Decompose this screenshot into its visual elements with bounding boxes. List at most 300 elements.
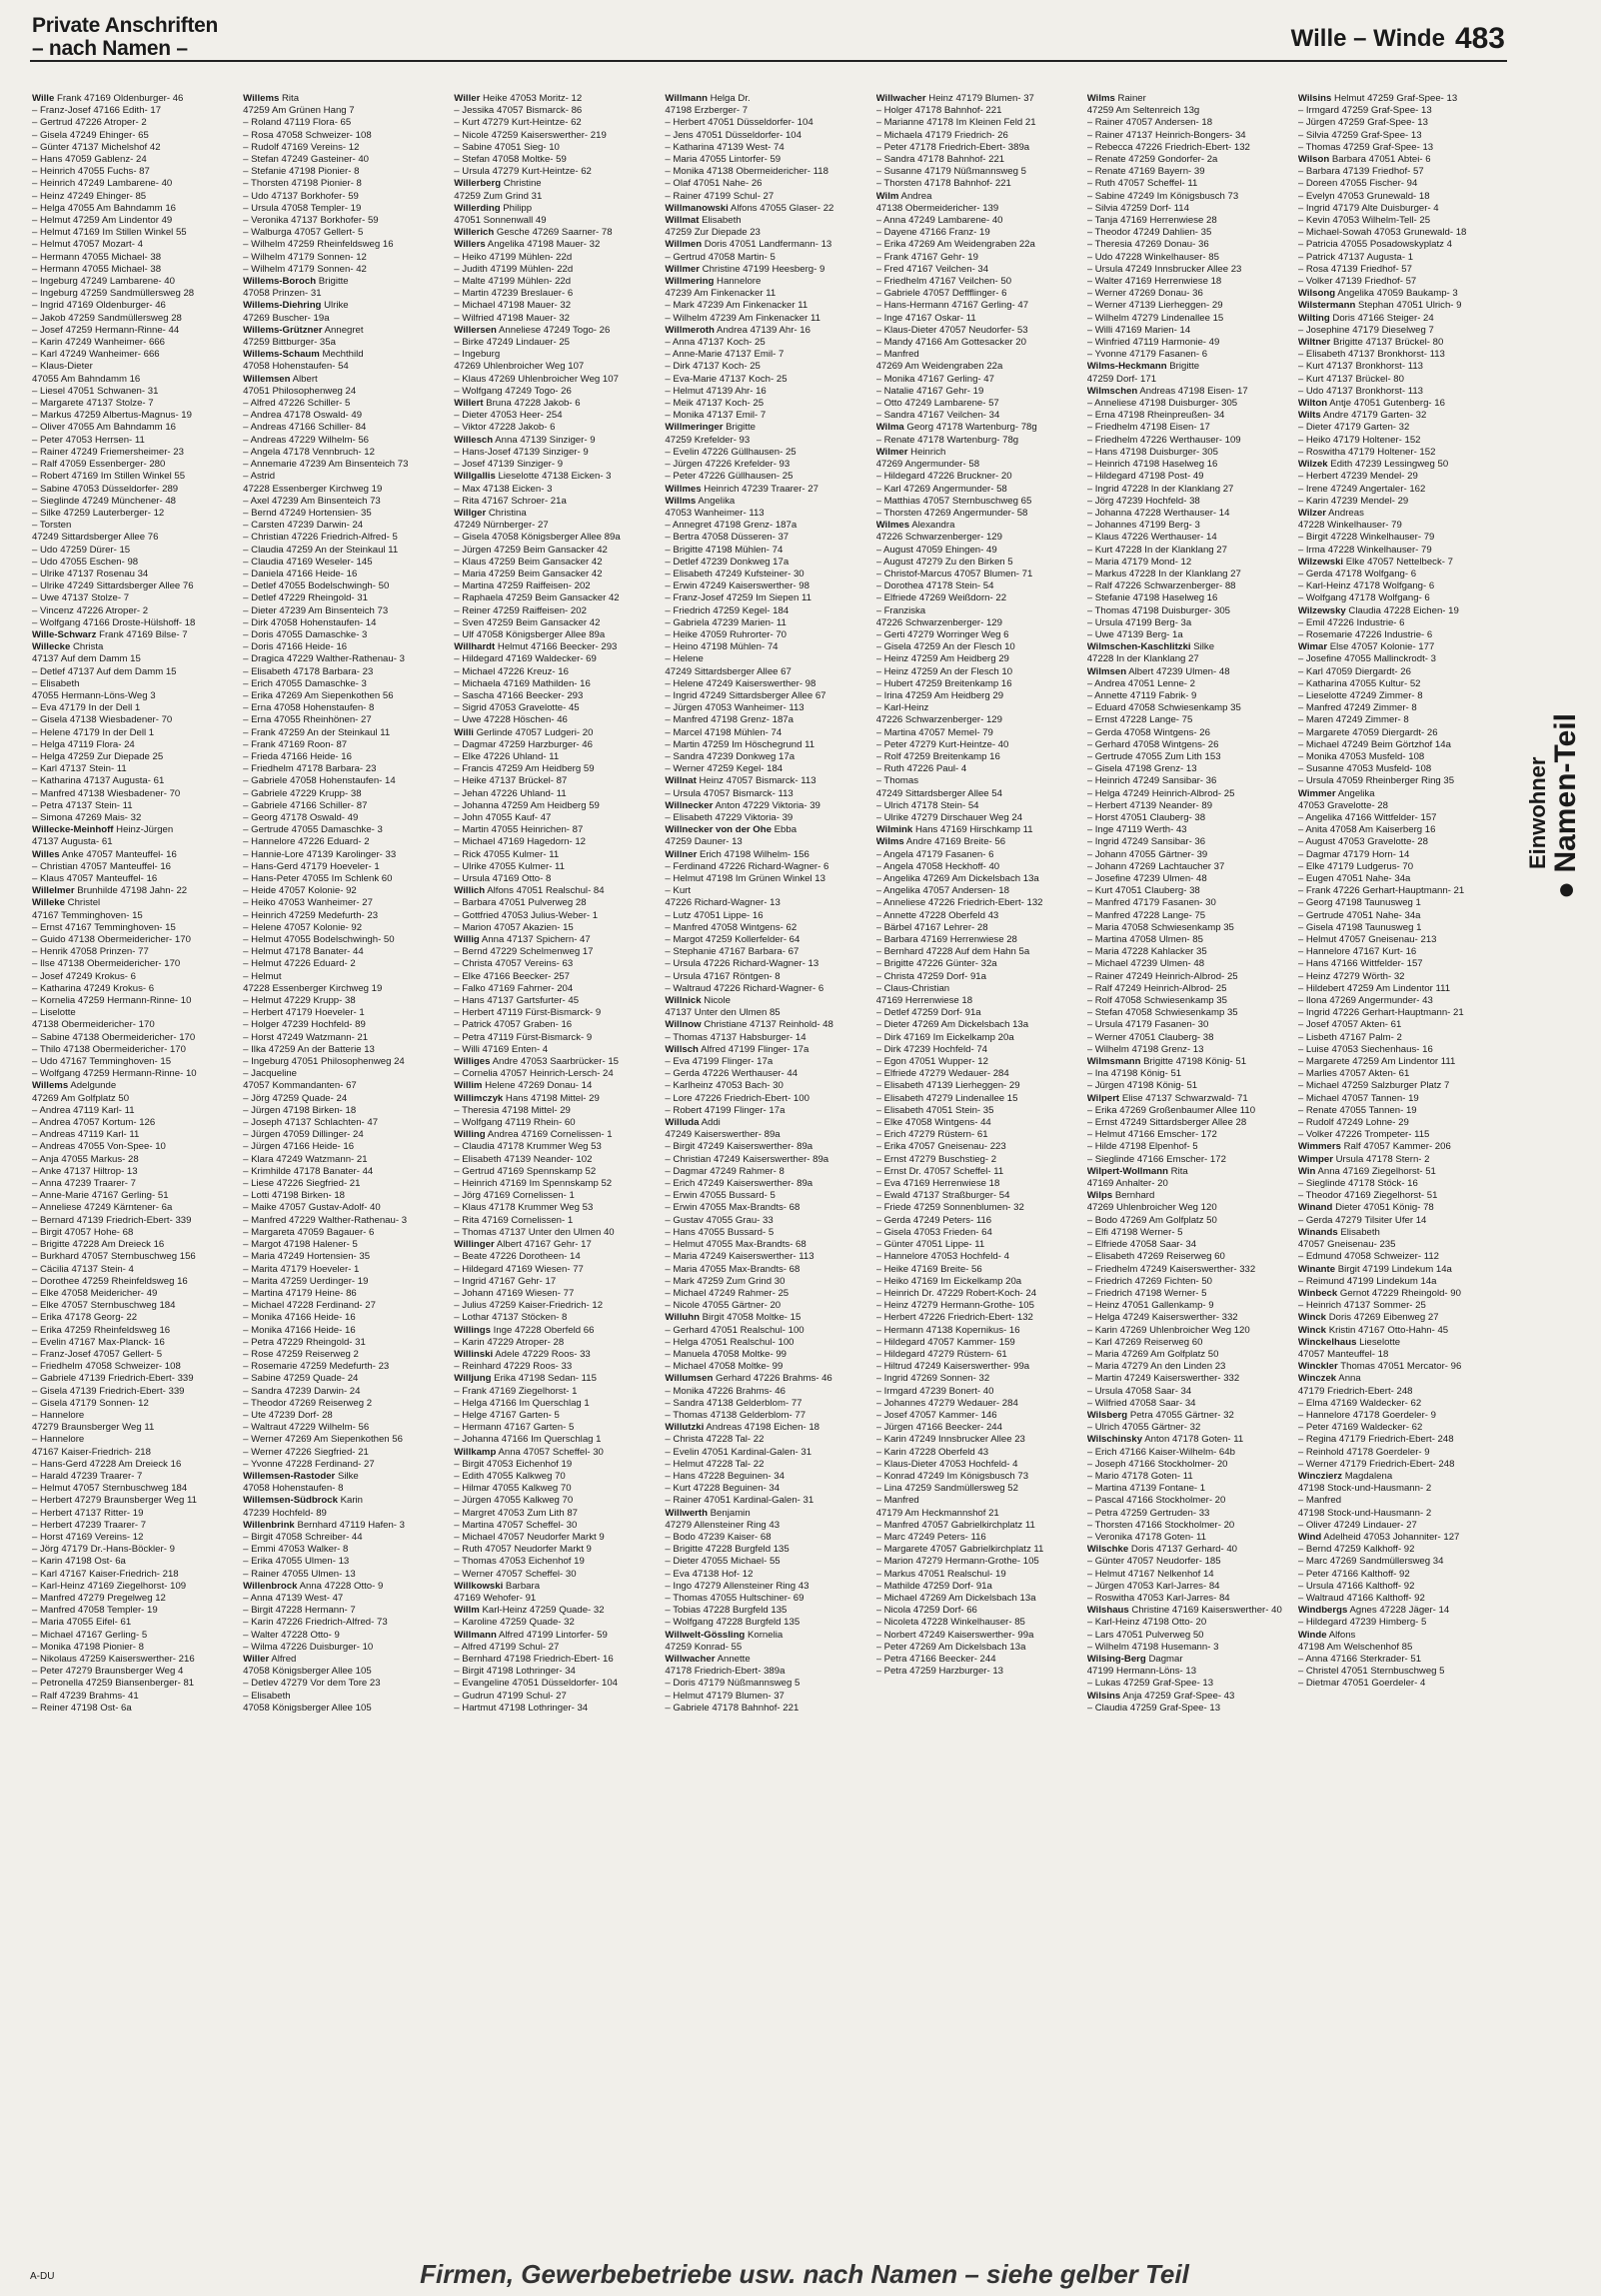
entry-text: 47259 Zum Grind 31 <box>454 190 543 202</box>
list-item <box>1087 532 1292 544</box>
list-item <box>454 1044 659 1056</box>
entry-text: – Michael 47249 Beim Görtzhof 14a <box>1297 738 1451 750</box>
entry-text: – Elisabeth 47139 Neander- 102 <box>454 1153 593 1165</box>
list-item <box>32 1447 237 1459</box>
list-item <box>1087 727 1292 739</box>
list-item <box>876 1056 1081 1068</box>
list-item <box>32 264 237 276</box>
entry-text: – Jürgen 47166 Heide- 16 <box>243 1141 355 1153</box>
list-item <box>243 702 448 714</box>
header-line-1: Private Anschriften <box>32 14 219 37</box>
entry-text: – Anneliese 47226 Friedrich-Ebert- 132 <box>875 897 1043 909</box>
entry-text: – Eva 47169 Herrenwiese 18 <box>875 1178 1000 1190</box>
list-item <box>454 824 659 836</box>
entry-text: – Renate 47178 Wartenburg- 78g <box>875 434 1019 446</box>
entry-text: – Helmut 47169 Im Stillen Winkel 55 <box>32 227 187 239</box>
entry-text: – Birke 47249 Lindauer- 25 <box>454 337 571 349</box>
list-item <box>32 1190 237 1202</box>
entry-text: – Stephanie 47167 Barbara- 67 <box>665 946 800 958</box>
entry-text: 47259 Am Grünen Hang 7 <box>243 105 355 117</box>
entry-text: – Reinhard 47229 Roos- 33 <box>454 1361 573 1373</box>
entry-text: – Marcel 47198 Mühlen- 74 <box>665 726 783 738</box>
entry-text: – Margareta 47059 Bagauer- 6 <box>243 1226 375 1238</box>
list-item <box>1298 861 1503 873</box>
entry-text: Bruna 47228 Jakob- 6 <box>486 398 581 410</box>
list-item <box>454 349 659 361</box>
entry-text: – Werner 47139 Lierheggen- 29 <box>1086 300 1223 312</box>
list-item <box>454 934 659 946</box>
list-item <box>1087 471 1292 483</box>
entry-text: – Manfred 47249 Zimmer- 8 <box>1297 702 1417 714</box>
list-item <box>1298 1471 1503 1483</box>
entry-text: – Ernst 47167 Temminghoven- 15 <box>32 921 176 933</box>
entry-text: – Olaf 47051 Nahe- 26 <box>665 178 763 190</box>
list-item <box>1298 629 1503 641</box>
entry-text: – Hildegard 47169 Waldecker- 69 <box>454 653 597 665</box>
entry-text: – Jens 47051 Düsseldorfer- 104 <box>665 129 801 141</box>
list-item <box>1298 1288 1503 1300</box>
list-item <box>1298 946 1503 958</box>
entry-text: – Malte 47199 Mühlen- 22d <box>454 276 572 288</box>
surname: Willems-Schaum <box>243 349 320 361</box>
entry-text: – Sigrid 47053 Gravelotte- 45 <box>454 702 580 714</box>
list-item <box>876 276 1081 288</box>
list-item <box>1298 617 1503 629</box>
list-item <box>876 678 1081 690</box>
list-item <box>32 1630 237 1642</box>
list-item <box>876 1495 1081 1507</box>
list-item <box>243 1434 448 1446</box>
entry-text: – Konrad 47249 Im Königsbusch 73 <box>875 1470 1029 1482</box>
list-item <box>243 1117 448 1129</box>
entry-text: – Claudia 47259 Graf-Spee- 13 <box>1086 1702 1221 1714</box>
entry-text: – Jörg 47169 Cornelissen- 1 <box>454 1190 575 1202</box>
entry-text: – Markus 47228 In der Klanklang 27 <box>1086 568 1241 579</box>
list-item <box>243 471 448 483</box>
surname: Willes <box>32 848 60 860</box>
list-item <box>32 569 237 580</box>
entry-text: – Wolfgang 47228 Burgfeld 135 <box>665 1617 800 1629</box>
entry-text: – Lars 47051 Pulverweg 50 <box>1086 1629 1204 1641</box>
surname: Winde <box>1297 1629 1327 1641</box>
surname: Willich <box>454 885 486 897</box>
entry-text: – Peter 47166 Kalthoff- 92 <box>1297 1568 1410 1580</box>
entry-text: – Sandra 47138 Gelderblom- 77 <box>665 1397 802 1409</box>
list-item <box>665 1239 869 1251</box>
entry-text: – Gabriele 47057 Deffflinger- 6 <box>875 288 1007 300</box>
entry-text: – Gisela 47249 Ehinger- 65 <box>32 129 149 141</box>
list-item <box>454 885 659 897</box>
entry-text: Gerlinde 47057 Ludgeri- 20 <box>476 726 594 738</box>
entry-text: 47269 Buscher- 19a <box>243 312 330 324</box>
entry-text: Gerhard 47226 Brahms- 46 <box>715 1373 832 1385</box>
list-item <box>876 812 1081 824</box>
entry-text: – Ralf 47059 Essenberger- 280 <box>32 459 166 471</box>
list-item <box>876 666 1081 678</box>
entry-text: – Kurt 47279 Kurt-Heintze- 62 <box>454 117 582 129</box>
entry-text: Angelika 47059 Baukamp- 3 <box>1337 288 1458 300</box>
entry-text: – Frank 47226 Gerhart-Hauptmann- 21 <box>1297 885 1465 897</box>
entry-text: – Cornelia 47057 Heinrich-Lersch- 24 <box>454 1068 614 1080</box>
entry-text: – Daniela 47166 Heide- 16 <box>243 568 358 579</box>
list-item <box>243 1056 448 1068</box>
list-item <box>454 374 659 386</box>
entry-text: – Elisabeth 47269 Reiserweg 60 <box>1086 1251 1225 1263</box>
list-item <box>876 520 1081 532</box>
entry-text: – Ingrid 47167 Gehr- 17 <box>454 1275 557 1287</box>
entry-text: – Georg 47198 Taunusweg 1 <box>1297 897 1421 909</box>
entry-text: Brigitte 47198 König- 51 <box>1143 1056 1247 1068</box>
entry-text: – Erich 47055 Damaschke- 3 <box>243 677 367 689</box>
entry-text: – Ingrid 47269 Sonnen- 32 <box>875 1373 990 1385</box>
list-item <box>1087 178 1292 190</box>
list-item <box>243 374 448 386</box>
list-item <box>243 166 448 178</box>
entry-text: – Hildegard 47226 Bruckner- 20 <box>875 471 1012 483</box>
header-section-title <box>32 14 218 60</box>
list-item <box>876 714 1081 726</box>
entry-text: – Nicole 47259 Kaiserswerther- 219 <box>454 129 607 141</box>
entry-text: – Kurt 47228 Beguinen- 34 <box>665 1483 781 1495</box>
entry-text: – Helmut 47055 Max-Brandts- 68 <box>665 1239 806 1251</box>
list-item <box>1087 1703 1292 1715</box>
entry-text: – Friedhelm 47058 Schweizer- 108 <box>32 1361 181 1373</box>
list-item <box>1087 1410 1292 1422</box>
entry-text: – Herbert 47139 Neander- 89 <box>1086 799 1213 811</box>
entry-text: Philipp <box>503 202 533 214</box>
entry-text: – Claus-Christian <box>875 982 950 994</box>
entry-text: – Udo 47259 Dürer- 15 <box>32 544 131 556</box>
list-item <box>243 1032 448 1044</box>
list-item <box>243 1264 448 1276</box>
entry-text: – Axel 47239 Am Binsenteich 73 <box>243 495 381 507</box>
entry-text: – Jürgen 47055 Kalkweg 70 <box>454 1495 574 1507</box>
list-item <box>876 239 1081 251</box>
list-item <box>1087 653 1292 665</box>
entry-text: 47249 Kaiserswerther- 89a <box>665 1129 781 1141</box>
list-item <box>243 1386 448 1398</box>
list-item <box>1087 824 1292 836</box>
entry-text: 47058 Hohenstaufen- 8 <box>243 1483 344 1495</box>
list-item <box>665 325 869 337</box>
list-item <box>32 166 237 178</box>
entry-text: – Patrick 47137 Augusta- 1 <box>1297 251 1414 263</box>
list-item <box>32 1141 237 1153</box>
entry-text: – Helmut 47179 Blumen- 37 <box>665 1690 785 1702</box>
entry-text: – Max 47138 Eicken- 3 <box>454 483 553 495</box>
list-item <box>1087 484 1292 496</box>
list-item <box>1087 983 1292 995</box>
list-item <box>1298 1544 1503 1556</box>
list-item <box>1087 1105 1292 1117</box>
list-item <box>32 1276 237 1288</box>
entry-text: – Udo 47137 Bronkhorst- 113 <box>1297 385 1423 397</box>
entry-text: Anna 47137 Spichern- 47 <box>481 934 591 946</box>
entry-text: – Elke 47058 Wintgens- 44 <box>875 1117 991 1129</box>
entry-text: – Carsten 47239 Darwin- 24 <box>243 520 364 532</box>
entry-text: – Lukas 47259 Graf-Spee- 13 <box>1086 1678 1214 1690</box>
list-item <box>1298 545 1503 557</box>
entry-text: – Helmut 47228 Tal- 22 <box>665 1458 765 1470</box>
list-item <box>1087 1300 1292 1312</box>
list-item <box>243 203 448 215</box>
list-item <box>1087 1544 1292 1556</box>
entry-text: – Herbert 47239 Traarer- 7 <box>32 1519 147 1531</box>
list-item <box>243 508 448 520</box>
list-item <box>665 1703 869 1715</box>
entry-text: Anna <box>1338 1373 1361 1385</box>
list-item <box>1087 1447 1292 1459</box>
list-item <box>1298 410 1503 422</box>
list-item <box>243 1544 448 1556</box>
list-item <box>454 410 659 422</box>
list-item <box>876 374 1081 386</box>
surname: Winczierz <box>1297 1470 1343 1482</box>
list-item <box>1298 1617 1503 1629</box>
entry-text: 47199 Hermann-Löns- 13 <box>1086 1666 1197 1678</box>
list-item <box>32 1495 237 1507</box>
entry-text: – Irmgard 47239 Bonert- 40 <box>875 1385 994 1397</box>
entry-text: – Lieselotte 47249 Zimmer- 8 <box>1297 689 1423 701</box>
entry-text: – Friede 47259 Sonnenblumen- 32 <box>875 1202 1024 1214</box>
entry-text: – Sandra 47178 Bahnhof- 221 <box>875 154 1005 166</box>
list-item <box>243 946 448 958</box>
surname: Willelmer <box>32 885 75 897</box>
entry-text: – Helga 47055 Am Bahndamm 16 <box>32 202 176 214</box>
entry-text: – Anneliese 47249 Kärntener- 6a <box>32 1202 173 1214</box>
entry-text: 47269 Uhlenbroicher Weg 107 <box>454 361 585 373</box>
list-item <box>1087 897 1292 909</box>
list-item <box>1087 1520 1292 1532</box>
entry-text: – Heike 47059 Ruhrorter- 70 <box>665 628 788 640</box>
entry-text: – Detlef 47137 Auf dem Damm 15 <box>32 665 177 677</box>
list-item <box>32 1544 237 1556</box>
entry-text: Dagmar <box>1148 1654 1183 1665</box>
entry-text: 47259 Am Seltenreich 13g <box>1086 105 1200 117</box>
list-item <box>454 690 659 702</box>
list-item <box>454 995 659 1007</box>
entry-text: Annette <box>717 1654 751 1665</box>
list-item <box>1087 386 1292 398</box>
list-item <box>32 958 237 970</box>
surname: Willeke <box>32 897 65 909</box>
list-item <box>243 617 448 629</box>
entry-text: – Willi 47169 Enten- 4 <box>454 1043 549 1055</box>
entry-text: – Werner 47179 Friedrich-Ebert- 248 <box>1297 1458 1455 1470</box>
list-item <box>454 239 659 251</box>
list-item <box>1298 422 1503 434</box>
surname: Wimar <box>1297 641 1328 653</box>
list-item <box>1298 1410 1503 1422</box>
entry-text: – Ursula 47167 Röntgen- 8 <box>665 970 781 982</box>
entry-text: – Irmgard 47259 Graf-Spee- 13 <box>1297 105 1432 117</box>
list-item <box>243 1691 448 1703</box>
entry-text: – Maria 47058 Schwiesenkamp 35 <box>1086 921 1234 933</box>
entry-text: – Elisabeth 47249 Kufsteiner- 30 <box>665 568 804 579</box>
list-item <box>876 105 1081 117</box>
list-item <box>243 1361 448 1373</box>
entry-text: – Katharina 47055 Kultur- 52 <box>1297 677 1421 689</box>
entry-text: – Detlev 47279 Vor dem Tore 23 <box>243 1678 381 1690</box>
list-item <box>32 142 237 154</box>
list-item <box>665 398 869 410</box>
list-item <box>32 191 237 203</box>
entry-text: – Ursula 47179 Fasanen- 30 <box>1086 1019 1209 1031</box>
list-item <box>32 690 237 702</box>
entry-text: – Krimhilde 47178 Banater- 44 <box>243 1165 374 1177</box>
list-item <box>32 1556 237 1568</box>
entry-text: 47051 Philosophenweg 24 <box>243 385 357 397</box>
surname: Willwelt-Gössling <box>665 1629 746 1641</box>
list-item <box>1087 166 1292 178</box>
list-item <box>243 520 448 532</box>
list-item <box>876 410 1081 422</box>
surname: Winczek <box>1297 1373 1337 1385</box>
entry-text: 47269 Uhlenbroicher Weg 120 <box>1086 1202 1217 1214</box>
entry-text: Addi <box>701 1117 721 1129</box>
list-item <box>454 1215 659 1227</box>
list-item <box>243 264 448 276</box>
surname: Winbeck <box>1297 1287 1338 1299</box>
entry-text: – Liesel 47051 Schwanen- 31 <box>32 385 159 397</box>
list-item <box>243 1349 448 1361</box>
entry-text: – Manfred 47057 Gabrielkirchplatz 11 <box>875 1519 1035 1531</box>
directory-column <box>452 93 663 2253</box>
surname: Willsch <box>665 1043 699 1055</box>
list-item <box>454 1349 659 1361</box>
entry-text: – Elke 47226 Uhland- 11 <box>454 750 560 762</box>
list-item <box>1298 325 1503 337</box>
entry-text: – Sabine 47249 Im Königsbusch 73 <box>1086 190 1239 202</box>
entry-text: – Anne-Marie 47167 Gerling- 51 <box>32 1190 169 1202</box>
entry-text: – Kurt 47137 Bronkhorst- 113 <box>1297 361 1423 373</box>
entry-text: – Susanne 47179 Nüßmannsweg 5 <box>875 166 1026 178</box>
entry-text: – Udo 47137 Borkhofer- 59 <box>243 190 359 202</box>
list-item <box>1087 592 1292 604</box>
list-item <box>665 1349 869 1361</box>
entry-text: Erich 47198 Wilhelm- 156 <box>700 848 809 860</box>
entry-text: – Manfred 47138 Wiesbadener- 70 <box>32 787 181 799</box>
list-item <box>32 484 237 496</box>
list-item <box>454 1190 659 1202</box>
list-item <box>243 1459 448 1471</box>
surname: Willems-Grützner <box>243 324 323 336</box>
list-item <box>32 1264 237 1276</box>
surname: Willjung <box>454 1373 492 1385</box>
entry-text: – Rainer 47055 Ulmen- 13 <box>243 1568 356 1580</box>
surname: Wilzer <box>1297 507 1327 519</box>
list-item <box>32 532 237 544</box>
entry-text: – Ulrike 47249 Sittardsberger Allee 76 <box>32 580 194 592</box>
entry-text: Heinrich 47239 Traarer- 27 <box>704 483 818 495</box>
entry-text: – Heinz 47279 Hermann-Grothe- 105 <box>875 1300 1034 1312</box>
entry-text: – Herbert 47226 Friedrich-Ebert- 132 <box>875 1312 1033 1324</box>
entry-text: – Dirk 47058 Hohenstaufen- 14 <box>243 616 377 628</box>
list-item <box>665 1410 869 1422</box>
list-item <box>454 1508 659 1520</box>
list-item <box>876 1251 1081 1263</box>
entry-text: 47169 Wehofer- 91 <box>454 1592 537 1604</box>
entry-text: – Rainer 47249 Heinrich-Albrod- 25 <box>1086 970 1238 982</box>
entry-text: – Jürgen 47259 Graf-Spee- 13 <box>1297 117 1428 129</box>
entry-text: – Peter 47279 Braunsberger Weg 4 <box>32 1666 184 1678</box>
entry-text: – Gerhard 47051 Realschul- 100 <box>665 1324 804 1336</box>
list-item <box>665 532 869 544</box>
list-item <box>454 849 659 861</box>
list-item <box>1298 763 1503 775</box>
entry-text: – Frank 47167 Gehr- 19 <box>875 251 978 263</box>
entry-text: – Raphaela 47259 Beim Gansacker 42 <box>454 592 620 604</box>
list-item <box>1087 1056 1292 1068</box>
list-item <box>32 739 237 751</box>
entry-text: – Bernhard 47228 Auf dem Hahn 5a <box>875 946 1030 958</box>
list-item <box>1087 1251 1292 1263</box>
list-item <box>665 873 869 885</box>
list-item <box>32 1325 237 1337</box>
entry-text: – Herbert 47279 Braunsberger Weg 11 <box>32 1495 197 1507</box>
entry-text: – Detlef 47055 Bodelschwingh- 50 <box>243 580 390 592</box>
entry-text: – Edith 47055 Kalkweg 70 <box>454 1470 566 1482</box>
entry-text: – Mark 47259 Zum Grind 30 <box>665 1275 786 1287</box>
entry-text: – Mathilde 47259 Dorf- 91a <box>875 1580 992 1592</box>
entry-text: – Karl 47249 Wanheimer- 666 <box>32 349 160 361</box>
entry-text: 47058 Königsberger Allee 105 <box>243 1666 372 1678</box>
entry-text: – Bertra 47058 Düsseren- 37 <box>665 532 790 544</box>
entry-text: Heinz 47057 Bismarck- 113 <box>699 775 816 787</box>
entry-text: – Ingo 47279 Allensteiner Ring 43 <box>665 1580 809 1592</box>
list-item <box>665 702 869 714</box>
list-item <box>665 557 869 569</box>
list-item <box>1298 447 1503 459</box>
entry-text: – Evangeline 47051 Düsseldorfer- 104 <box>454 1678 619 1690</box>
entry-text: Adelheid 47053 Johanniter- 127 <box>1323 1531 1460 1543</box>
list-item <box>32 1471 237 1483</box>
list-item <box>1087 557 1292 569</box>
entry-text: – Matthias 47057 Sternbuschweg 65 <box>875 495 1032 507</box>
entry-text: – Anja 47055 Markus- 28 <box>32 1153 139 1165</box>
list-item <box>665 1508 869 1520</box>
entry-text: – Hartmut 47198 Lothringer- 34 <box>454 1702 589 1714</box>
entry-text: – Hans 47228 Beguinen- 34 <box>665 1470 785 1482</box>
list-item <box>32 1361 237 1373</box>
list-item <box>665 1483 869 1495</box>
list-item <box>243 1251 448 1263</box>
list-item <box>32 1337 237 1349</box>
surname: Willert <box>454 398 484 410</box>
list-item <box>665 922 869 934</box>
entry-text: – Karl 47269 Angermunder- 58 <box>875 483 1007 495</box>
list-item <box>876 496 1081 508</box>
list-item <box>1298 1386 1503 1398</box>
list-item <box>876 325 1081 337</box>
entry-text: Anton 47178 Goten- 11 <box>1144 1434 1244 1446</box>
list-item <box>243 775 448 787</box>
entry-text: – Patricia 47055 Posadowskyplatz 4 <box>1297 239 1452 251</box>
list-item <box>1087 1178 1292 1190</box>
entry-text: – Klaus-Dieter 47053 Hochfeld- 4 <box>875 1458 1018 1470</box>
list-item <box>243 1019 448 1031</box>
list-item <box>665 1544 869 1556</box>
list-item <box>1087 1495 1292 1507</box>
list-item <box>454 1593 659 1605</box>
entry-text: – Elfriede 47279 Wedauer- 284 <box>875 1068 1009 1080</box>
entry-text: – Hildegard 47057 Kammer- 159 <box>875 1336 1015 1348</box>
list-item <box>1087 1154 1292 1166</box>
list-item <box>243 93 448 105</box>
list-item <box>876 142 1081 154</box>
entry-text: – Elfi 47198 Werner- 5 <box>1086 1226 1183 1238</box>
list-item <box>32 1678 237 1690</box>
